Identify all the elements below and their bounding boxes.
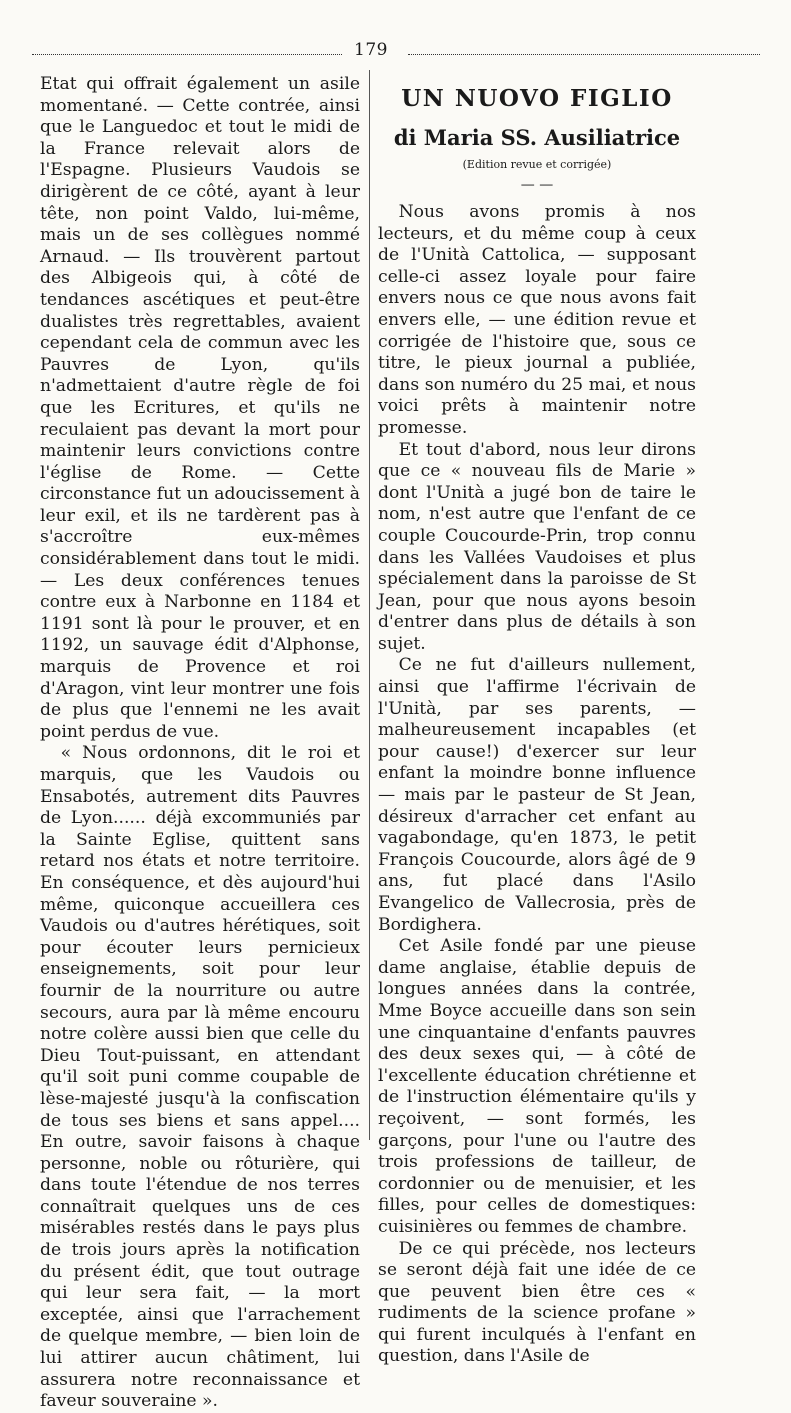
right-paragraph-5: De ce qui précède, nos lecteurs se seront déjà fait une idée de ce que peuvent bien être ces « rudiments de la science profane » qui furent inculqués à l'enfant en question, dans l'Asile de xyxy=(378,1238,696,1367)
right-paragraph-2: Et tout d'abord, nous leur dirons que ce « nouveau fils de Marie » dont l'Unità a jugé bon de taire le nom, n'est autre que l'enfant de ce couple Coucourde-Prin, trop connu dans les Vallées Vaudoises et plus spécialement dans la paroisse de St Jean, pour que nous ayons besoin d'entrer dans plus de détails à son sujet. xyxy=(378,439,696,654)
article-subtitle: di Maria SS. Ausiliatrice xyxy=(393,125,681,150)
left-paragraph-2: « Nous ordonnons, dit le roi et marquis, que les Vaudois ou Ensabotés, autrement dits Pauvres de Lyon...... déjà excommuniés par la Sainte Eglise, quittent sans retard nos états et notre territoire. En conséquence, et dès aujourd'hui même, quiconque accueillera ces Vaudois ou d'autres hérétiques, soit pour écouter leurs pernicieux enseignements, soit pour leur fournir de la nourriture ou autre secours, aura par là même encouru notre colère aussi bien que celle du Dieu Tout-puissant, en attendant qu'il soit puni comme coupable de lèse-majesté jusqu'à la confiscation de tous ses biens et sans appel.... En outre, savoir faisons à chaque personne, noble ou rôturière, qui dans toute l'étendue de nos terres connaîtrait quelques uns de ces misérables restés dans le pays plus de trois jours après la notification du présent édit, que tout outrage qui leur sera fait, — la mort exceptée, ainsi que l'arrachement de quelque membre, — bien loin de lui attirer aucun châtiment, lui assurera notre reconnaissance et faveur souveraine ». xyxy=(40,743,360,1412)
left-column xyxy=(40,74,360,1413)
right-paragraph-4: Cet Asile fondé par une pieuse dame anglaise, établie depuis de longues années dans la contrée, Mme Boyce accueille dans son sein une cinquantaine d'enfants pauvres des deux sexes qui, — à côté de l'excellente éducation chrétienne et de l'instruction élémentaire qu'ils y reçoivent, — sont formés, les garçons, pour l'une ou l'autre des trois professions de tailleur, de cordonnier ou de menuisier, et les filles, pour celles de domestiques: cuisinières ou femmes de chambre. xyxy=(378,936,696,1237)
article-title: UN NUOVO FIGLIO xyxy=(401,85,673,112)
right-paragraph-3: Ce ne fut d'ailleurs nullement, ainsi que l'affirme l'écrivain de l'Unità, par ses parents, — malheureusement incapables (et pour cause!) d'exercer sur leur enfant la moindre bonne influence — mais par le pasteur de St Jean, désireux d'arracher cet enfant au vagabondage, qu'en 1873, le petit François Coucourde, alors âgé de 9 ans, fut placé dans l'Asilo Evangelico de Vallecrosia, près de Bordighera. xyxy=(378,655,696,935)
header-rule-right xyxy=(408,54,760,55)
right-paragraph-1: Nous avons promis à nos lecteurs, et du même coup à ceux de l'Unità Cattolica, — supposant celle-ci assez loyale pour faire envers nous ce que nous avons fait envers elle, — une édition revue et corrigée de l'histoire que, sous ce titre, le pieux journal a publiée, dans son numéro du 25 mai, et nous voici prêts à maintenir notre promesse. xyxy=(378,202,696,438)
page-number: 179 xyxy=(354,40,388,60)
separator-dash: — — xyxy=(520,177,554,193)
edition-note: (Edition revue et corrigée) xyxy=(462,158,612,171)
column-divider xyxy=(369,70,370,1140)
page-header xyxy=(32,40,760,64)
left-paragraph-1: Etat qui offrait également un asile momentané. — Cette contrée, ainsi que le Languedoc et tout le midi de la France relevait alors de l'Espagne. Plusieurs Vaudois se dirigèrent de ce côté, ayant à leur tête, non point Valdo, lui-même, mais un de ses collègues nommé Arnaud. — Ils trouvèrent partout des Albigeois qui, à côté de tendances ascétiques et peut-être dualistes très regrettables, avaient cependant cela de commun avec les Pauvres de Lyon, qu'ils n'admettaient d'autre règle de foi que les Ecritures, et qu'ils ne reculaient pas devant la mort pour maintenir leurs convictions contre l'église de Rome. — Cette circonstance fut un adoucissement à leur exil, et ils ne tardèrent pas à s'accroître eux-mêmes considérablement dans tout le midi. — Les deux conférences tenues contre eux à Narbonne en 1184 et 1191 sont là pour le prouver, et en 1192, un sauvage édit d'Alphonse, marquis de Provence et roi d'Aragon, vint leur montrer une fois de plus que l'ennemi ne les avait point perdus de vue. xyxy=(40,74,360,742)
header-rule-left xyxy=(32,54,342,55)
right-column xyxy=(378,84,696,1368)
